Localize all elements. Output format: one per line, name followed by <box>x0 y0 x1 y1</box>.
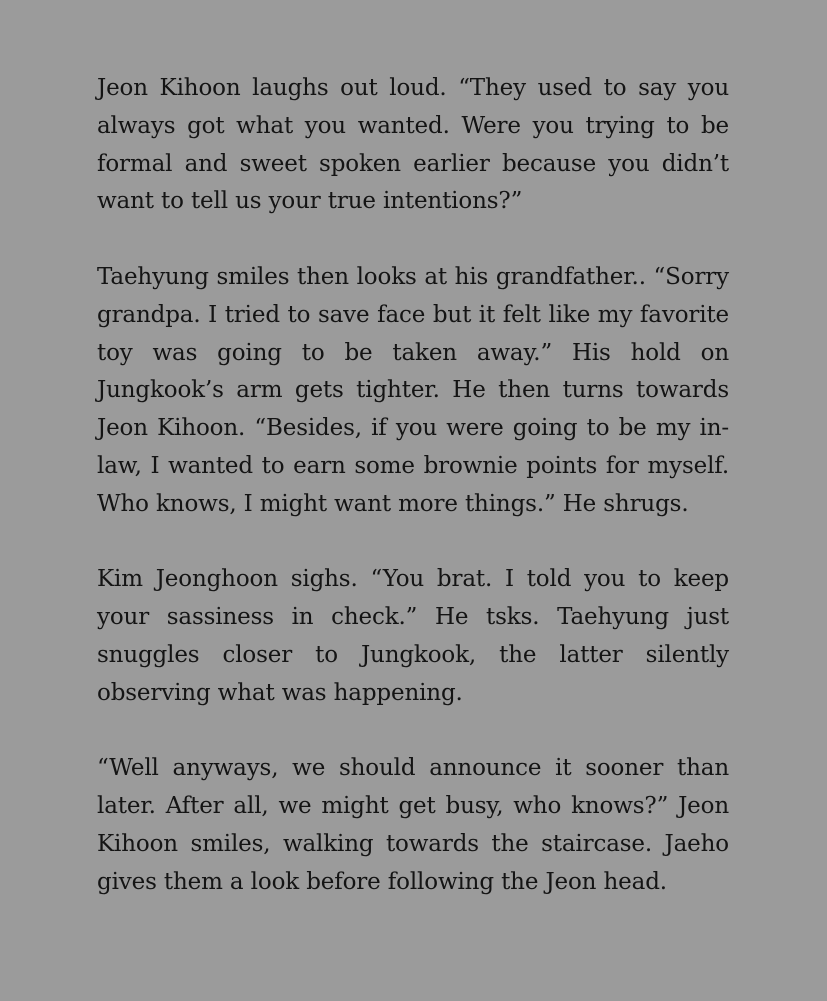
paragraph-3: Kim Jeonghoon sighs. “You brat. I told you to keep your sassiness in check.” He tsks. Taehyung just snuggles closer to Jungkook, the latter silently observing what was happening. <box>97 566 729 706</box>
paragraph-1: Jeon Kihoon laughs out loud. “They used to say you always got what you wanted. Were you trying to be formal and sweet spoken earlier because you didn’t want to tell us your true intentions?” <box>97 75 729 215</box>
paragraph-2: Taehyung smiles then looks at his grandfather.. “Sorry grandpa. I tried to save face but it felt like my favorite toy was going to be taken away.” His hold on Jungkook’s arm gets tighter. He then turns towards Jeon Kihoon. “Besides, if you were going to be my in-law, I wanted to earn some brownie points for myself. Who knows, I might want more things.” He shrugs. <box>97 263 729 517</box>
story-text <box>97 70 729 902</box>
paragraph-4: “Well anyways, we should announce it sooner than later. After all, we might get busy, who knows?” Jeon Kihoon smiles, walking towards the staircase. Jaeho gives them a look before following the Jeon head. <box>97 755 729 895</box>
